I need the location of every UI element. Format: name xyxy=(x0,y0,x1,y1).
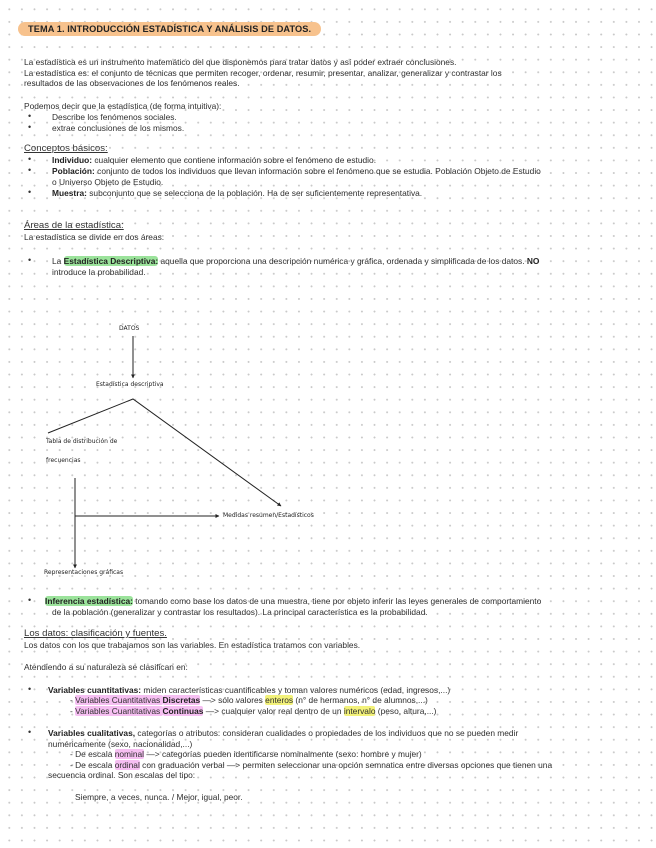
text: - De escala xyxy=(70,749,115,759)
text: con graduación verbal —> permiten seleccionar una opción semnatica entre diversas opciones que tienen una xyxy=(139,760,553,770)
text: (peso, altura,...) xyxy=(375,706,437,716)
text: —> cualquier valor real dentro de un xyxy=(203,706,344,716)
intuitive-item-1: Describe los fenómenos sociales. xyxy=(52,112,177,122)
diagram-node-tabla-cont: frecuencias xyxy=(46,457,81,464)
diagram-node-medidas: Medidas resumen/Estadísticos xyxy=(223,512,314,519)
ordinal-example: Siempre, a veces, nunca. / Mejor, igual, peor. xyxy=(75,792,243,802)
highlight: enteros xyxy=(265,695,294,705)
diagram-node-representaciones: Representaciones gráficas xyxy=(44,569,124,576)
concepto-poblacion-cont: o Universo Objeto de Estudio. xyxy=(52,177,164,187)
cualitativas-definition xyxy=(48,728,518,739)
highlight: Variables Cuantitativas xyxy=(75,695,163,705)
term: Individuo: xyxy=(52,155,93,165)
datos-heading: Los datos: clasificación y fuentes. xyxy=(24,628,167,639)
text: - xyxy=(70,695,76,705)
diagram-node-descriptiva: Estadística descriptiva xyxy=(96,381,164,388)
highlight: Variables Cuantitativas xyxy=(75,706,163,716)
datos-line-2: Atendiendo a su naturaleza se clasifican en: xyxy=(24,662,188,672)
bullet: • xyxy=(28,122,32,132)
text: —> categorías pueden identificarse nominalmente (sexo: hombre y mujer) xyxy=(144,749,422,759)
intro-line-1: La estadística es un instrumento matemático del que disponemos para tratar datos y así poder extraer conclusiones. xyxy=(24,57,457,67)
bullet: • xyxy=(28,255,32,265)
text: miden características cuantificables y toman valores numéricos (edad, ingresos,...) xyxy=(141,685,451,695)
intro-line-2: La estadística es: el conjunto de técnicas que permiten recoger, ordenar, resumir, presentar, analizar, generalizar y contrastar los xyxy=(24,68,502,78)
definition: subconjunto que se selecciona de la población. Ha de ser suficientemente representativa. xyxy=(86,188,423,198)
intro-line-3: resultados de las observaciones de los fenómenos reales. xyxy=(24,78,240,88)
highlight-bold: Continuas xyxy=(162,706,204,716)
text: - xyxy=(70,706,76,716)
definition: cualquier elemento que contiene información sobre el fenómeno de estudio. xyxy=(92,155,377,165)
areas-heading: Áreas de la estadística: xyxy=(24,220,124,231)
diagram-node-datos: DATOS xyxy=(119,325,140,332)
intuitive-lead: Podemos decir que la estadística (de forma intuitiva): xyxy=(24,101,222,111)
ordinal-line-cont: secuencia ordinal. Son escalas del tipo: xyxy=(48,770,196,780)
inferencia-definition xyxy=(45,596,541,607)
definition: conjunto de todos los individuos que llevan información sobre el fenómeno que se estudia. Población Objeto de Estudio xyxy=(94,166,541,176)
diagram-node-tabla: Tabla de distribución de xyxy=(46,438,118,445)
highlight: intervalo xyxy=(343,706,376,716)
emphasis: NO xyxy=(526,256,540,266)
arrow-descriptiva-branches xyxy=(48,399,281,506)
bullet: • xyxy=(28,187,32,197)
bullet: • xyxy=(28,727,32,737)
text: tomando como base los datos de una muestra, tiene por objeto inferir las leyes generales de comportamiento xyxy=(132,596,542,606)
nominal-line xyxy=(70,749,422,760)
term: Población: xyxy=(52,166,95,176)
datos-line-1: Los datos con los que trabajamos son las variables. En estadística tratamos con variables. xyxy=(24,640,361,650)
bullet: • xyxy=(28,165,32,175)
term: Variables cualitativas, xyxy=(48,728,136,738)
term-highlight: Inferencia estadística: xyxy=(45,596,133,606)
text: - De escala xyxy=(70,760,115,770)
page-title: TEMA 1. INTRODUCCIÓN ESTADÍSTICA Y ANÁLISIS DE DATOS. xyxy=(18,22,321,36)
intuitive-item-2: extrae conclusiones de los mismos. xyxy=(52,123,185,133)
term-highlight: Estadística Descriptiva: xyxy=(63,256,159,266)
highlight-bold: Discretas xyxy=(162,695,201,705)
discretas-line xyxy=(70,695,428,706)
text: categorías o atributos: consideran cualidades o propiedades de los individuos que no se pueden medir xyxy=(135,728,519,738)
highlight: ordinal xyxy=(114,760,140,770)
bullet: • xyxy=(28,595,32,605)
text: (n° de hermanos, n° de alumnos,...) xyxy=(293,695,428,705)
term: Variables cuantitativas: xyxy=(48,685,142,695)
descriptiva-definition-cont: introduce la probabilidad. xyxy=(52,267,146,277)
bullet: • xyxy=(28,684,32,694)
text: —> sólo valores xyxy=(200,695,266,705)
conceptos-heading: Conceptos básicos: xyxy=(24,143,108,154)
areas-lead: La estadística se divide en dos áreas: xyxy=(24,232,165,242)
inferencia-definition-cont: de la población (generalizar y contrastar los resultados). La principal característica es la probabilidad. xyxy=(52,607,428,617)
bullet: • xyxy=(28,154,32,164)
continuas-line xyxy=(70,706,436,717)
cualitativas-definition-cont: numéricamente (sexo, nacionalidad,...) xyxy=(48,739,193,749)
text: La xyxy=(52,256,64,266)
text: aquella que proporciona una descripción numérica y gráfica, ordenada y simplificada de los datos. xyxy=(158,256,527,266)
bullet: • xyxy=(28,111,32,121)
term: Muestra: xyxy=(52,188,87,198)
highlight: nominal xyxy=(114,749,145,759)
